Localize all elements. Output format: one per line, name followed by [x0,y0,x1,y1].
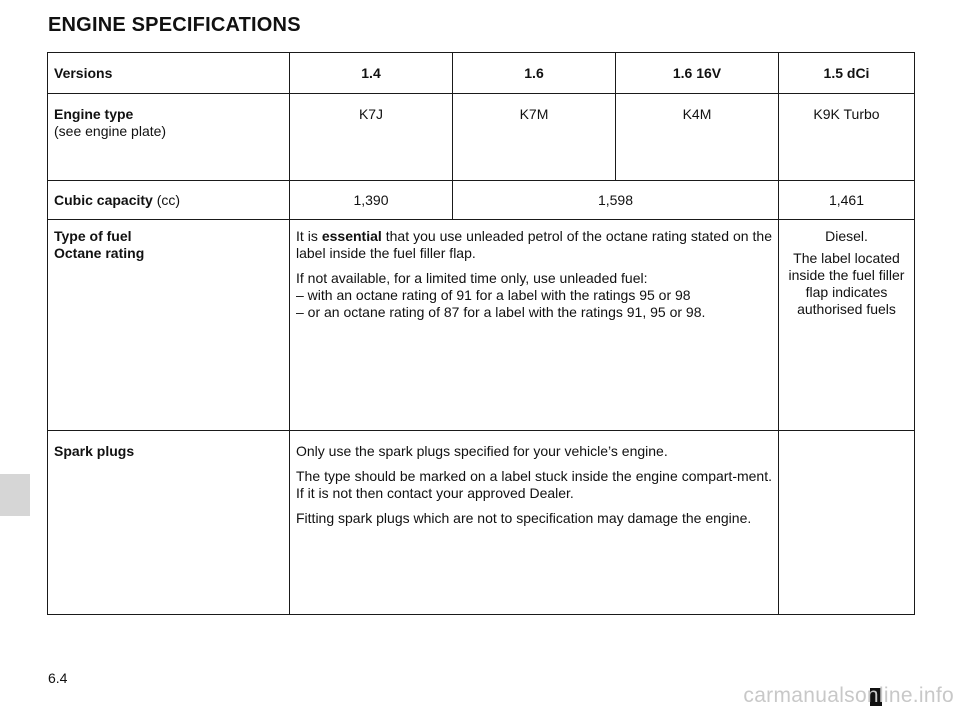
spark-plugs-paragraph-3: Fitting spark plugs which are not to specification may damage the engine. [296,510,752,526]
version-1-5-dci: 1.5 dCi [779,53,915,94]
petrol-paragraph-2: If not available, for a limited time only, use unleaded fuel: [296,270,648,286]
spark-plugs-paragraph-2: The type should be marked on a label stuck inside the engine compart-ment. If it is not then contact your approved Dealer. [296,468,772,501]
cubic-capacity-1-6: 1,598 [453,181,779,220]
cubic-capacity-unit: (cc) [156,191,181,208]
diesel-fuel-cell [779,220,915,431]
engine-type-1-4: K7J [290,94,453,181]
page-number: 6.4 [48,670,68,686]
cubic-capacity-label: Cubic capacity [54,191,153,208]
version-1-4: 1.4 [290,53,453,94]
spark-plugs-paragraph-1: Only use the spark plugs specified for your vehicle’s engine. [296,443,668,459]
fuel-type-label: Type of fuel [54,228,132,244]
spark-plugs-empty-cell [779,431,915,615]
version-1-6-16v: 1.6 16V [616,53,779,94]
petrol-paragraph-1: It is essential that you use unleaded petrol of the octane rating stated on the label inside the fuel filler flap. [296,228,772,261]
diesel-note: The label located inside the fuel filler flap indicates authorised fuels [788,250,905,317]
watermark: carmanualsonline.info [743,684,954,707]
cubic-capacity-row [48,181,915,220]
spark-plugs-label-cell [48,431,290,615]
essential-emphasis: essential [321,228,382,244]
engine-type-sublabel: (see engine plate) [54,123,167,139]
engine-type-label: Engine type [54,106,134,122]
octane-rating-label: Octane rating [54,245,145,261]
cubic-capacity-label-cell [48,181,290,220]
fuel-row [48,220,915,431]
engine-type-1-5-dci: K9K Turbo [779,94,915,181]
engine-type-1-6-16v: K4M [616,94,779,181]
fuel-label-cell [48,220,290,431]
cubic-capacity-1-5-dci: 1,461 [779,181,915,220]
page-title: ENGINE SPECIFICATIONS [48,14,301,36]
cubic-capacity-1-4: 1,390 [290,181,453,220]
engine-specifications-table [47,52,915,615]
engine-type-row [48,94,915,181]
versions-label: Versions [48,53,290,94]
engine-type-1-6: K7M [453,94,616,181]
table-header-row [48,53,915,94]
petrol-bullet-1: – with an octane rating of 91 for a label with the ratings 95 or 98 [296,287,691,303]
spark-plugs-label: Spark plugs [54,443,135,459]
spark-plugs-row [48,431,915,615]
chapter-tab [0,474,30,516]
petrol-bullet-2: – or an octane rating of 87 for a label with the ratings 91, 95 or 98. [296,304,706,320]
engine-type-label-cell [48,94,290,181]
spark-plugs-cell [290,431,779,615]
diesel-label: Diesel. [825,228,868,244]
version-1-6: 1.6 [453,53,616,94]
petrol-fuel-cell [290,220,779,431]
